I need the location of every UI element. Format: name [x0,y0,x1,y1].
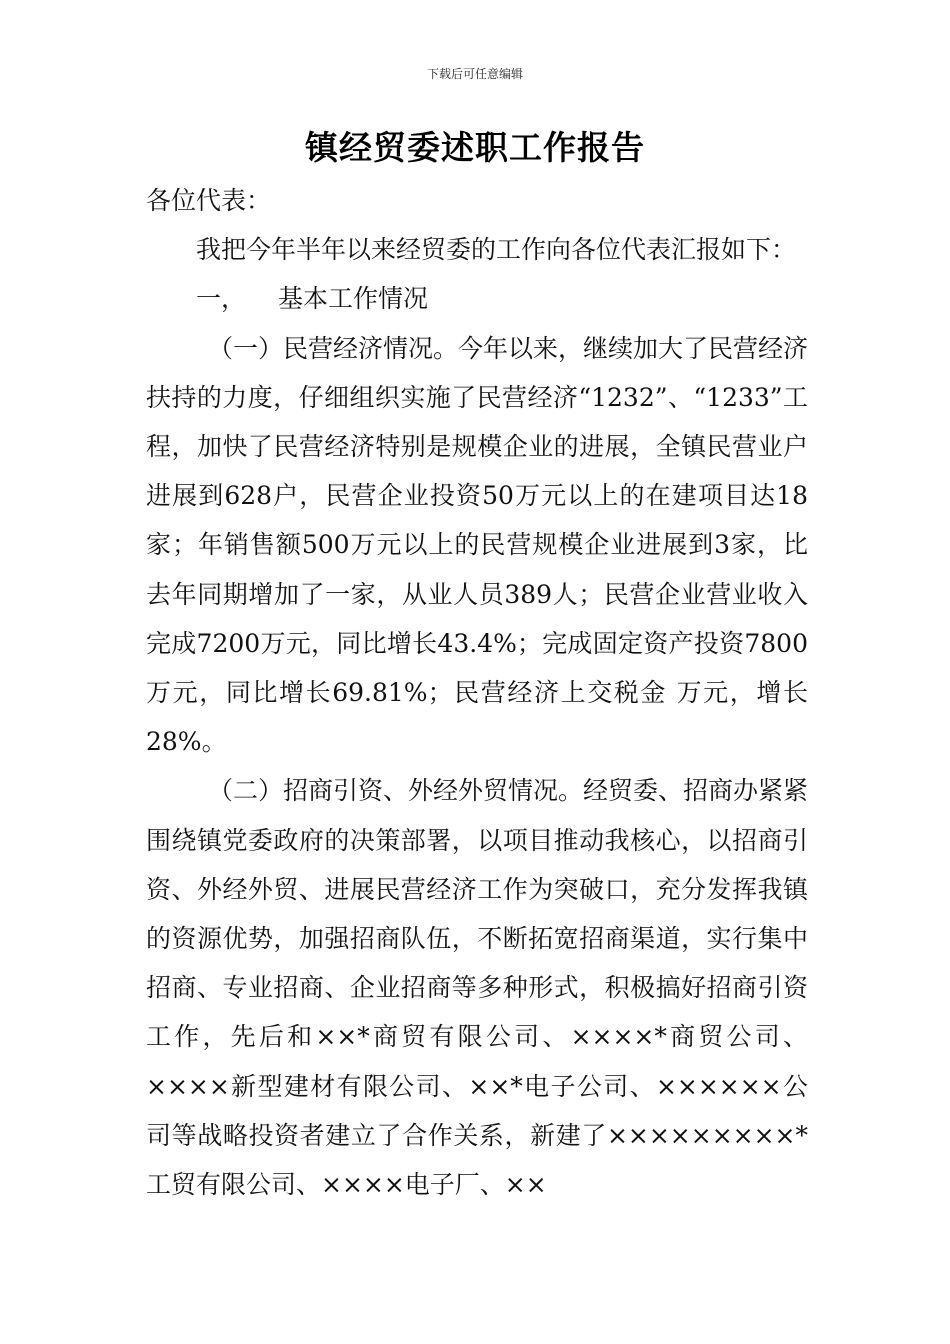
intro-paragraph: 我把今年半年以来经贸委的工作向各位代表汇报如下： [196,235,797,265]
header-note: 下载后可任意编辑 [426,67,523,81]
section-heading-text: 基本工作情况 [278,284,429,314]
section-heading [146,274,808,323]
salutation: 各位代表： [146,186,272,215]
document-title: 镇经贸委述职工作报告 [305,128,645,167]
paragraph-investment-trade: （二）招商引资、外经外贸情况。经贸委、招商办紧紧围绕镇党委政府的决策部署，以项目推动我核心，以招商引资、外经外贸、进展民营经济工作为突破口，充分发挥我镇的资源优势，加强招商队伍，不断拓宽招商渠道，实行集中招商、专业招商、企业招商等多种形式，积极搞好招商引资工作，先后和××*商贸有限公司、××××*商贸公司、××××新型建材有限公司、××*电子公司、××××××公司等战略投资者建立了合作关系，新建了×××××××××*工贸有限公司、××××电子厂、×× [146,776,809,1200]
section-number: 一， [196,284,247,314]
document-body [146,176,808,1209]
paragraph-private-economy: （一）民营经济情况。今年以来，继续加大了民营经济扶持的力度，仔细组织实施了民营经济“1232”、“1233”工程，加快了民营经济特别是规模企业的进展，全镇民营业户进展到628户，民营企业投资50万元以上的在建项目达18家；年销售额500万元以上的民营规模企业进展到3家，比去年同期增加了一家，从业人员389人；民营企业营业收入完成7200万元，同比增长43.4%；完成固定资产投资7800万元，同比增长69.81%；民营经济上交税金 万元，增长28%。 [146,333,809,757]
